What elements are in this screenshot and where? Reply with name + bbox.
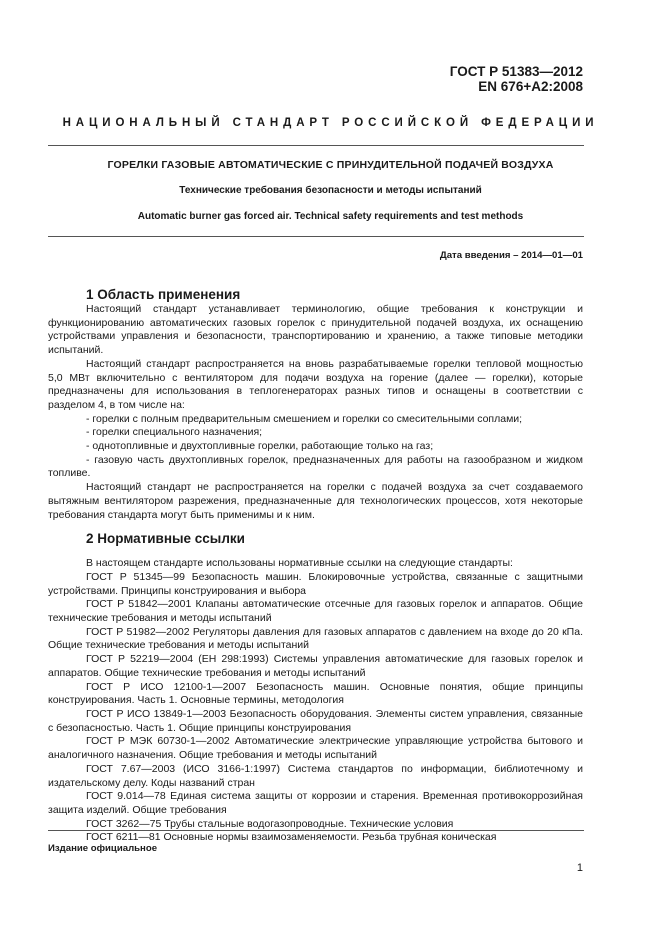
normative-reference: ГОСТ Р 51982—2002 Регуляторы давления для газовых аппаратов с давлением на входе до 20 кПа. Общие технические требования и методы испытаний xyxy=(48,625,583,652)
section-1-list-item: - газовую часть двухтопливных горелок, предназначенных для работы на газообразном и жидком топливе. xyxy=(48,453,583,480)
introduction-date: Дата введения – 2014—01—01 xyxy=(439,250,583,261)
normative-reference: ГОСТ Р 51345—99 Безопасность машин. Блокировочные устройства, связанные с защитными устройствами. Принципы конструирования и выбора xyxy=(48,570,583,597)
title-divider xyxy=(48,236,584,237)
section-1-list-item: - горелки с полным предварительным смешением и горелки со смесительными соплами; xyxy=(86,412,523,425)
official-edition-note: Издание официальное xyxy=(48,843,158,854)
section-1-paragraph: Настоящий стандарт не распространяется на горелки с подачей воздуха за счет создаваемого вытяжным вентилятором разрежения, предназначенные для технологических процессов, хотя некоторые требования стандарта могут быть применимы и к ним. xyxy=(48,481,583,521)
normative-reference: ГОСТ Р 51842—2001 Клапаны автоматические отсечные для газовых горелок и аппаратов. Общие технические требования и методы испытаний xyxy=(48,598,583,625)
section-1-heading: 1 Область применения xyxy=(86,287,241,302)
en-code: EN 676+A2:2008 xyxy=(478,79,583,94)
footer-divider xyxy=(48,830,584,831)
document-subtitle-ru: Технические требования безопасности и методы испытаний xyxy=(179,185,482,196)
section-1-paragraph: Настоящий стандарт распространяется на вновь разрабатываемые горелки тепловой мощностью 5,0 МВт включительно с вентилятором для подачи воздуха на горение (далее — горелки), которые предназначены для использования в теплогенераторах разных типов и оснащены в соответствии с разделом 4, в том числе на: xyxy=(48,357,583,411)
document-body xyxy=(48,287,583,845)
normative-reference: ГОСТ Р 52219—2004 (ЕН 298:1993) Системы управления автоматические для газовых горелок и аппаратов. Общие технические требования и методы испытаний xyxy=(48,653,583,679)
standard-code-block xyxy=(450,64,583,94)
section-2-paragraph: В настоящем стандарте использованы нормативные ссылки на следующие стандарты: xyxy=(86,557,513,570)
normative-reference: ГОСТ 7.67—2003 (ИСО 3166-1:1997) Система стандартов по информации, библиотечному и издательскому делу. Коды названий стран xyxy=(48,762,583,789)
section-1-list-item: - однотопливные и двухтопливные горелки, работающие только на газ; xyxy=(86,440,434,453)
section-2-heading: 2 Нормативные ссылки xyxy=(86,531,245,547)
top-divider xyxy=(48,145,584,146)
normative-reference: ГОСТ 6211—81 Основные нормы взаимозаменяемости. Резьба трубная коническая xyxy=(86,831,497,844)
section-1-paragraph: Настоящий стандарт устанавливает терминологию, общие требования к конструкции и функционированию автоматических газовых горелок с принудительной подачей воздуха, их оснащению устройствами управления и безопасности, транспортированию и хранению, а также типовые методики испытаний. xyxy=(48,303,583,357)
gost-code: ГОСТ Р 51383—2012 xyxy=(449,64,583,79)
normative-reference: ГОСТ Р МЭК 60730-1—2002 Автоматические электрические управляющие устройства бытового и аналогичного назначения. Общие требования и методы испытаний xyxy=(48,735,583,762)
normative-reference: ГОСТ 3262—75 Трубы стальные водогазопроводные. Технические условия xyxy=(86,817,454,830)
normative-reference: ГОСТ 9.014—78 Единая система защиты от коррозии и старения. Временная противокоррозийная защита изделий. Общие требования xyxy=(48,790,583,816)
normative-reference: ГОСТ Р ИСО 13849-1—2003 Безопасность оборудования. Элементы систем управления, связанные с безопасностью. Часть 1. Общие принципы конструирования xyxy=(48,707,583,734)
normative-reference: ГОСТ Р ИСО 12100-1—2007 Безопасность машин. Основные понятия, общие принципы конструирования. Часть 1. Основные термины, методология xyxy=(48,680,583,707)
document-title-ru: ГОРЕЛКИ ГАЗОВЫЕ АВТОМАТИЧЕСКИЕ С ПРИНУДИТЕЛЬНОЙ ПОДАЧЕЙ ВОЗДУХА xyxy=(107,159,554,171)
national-standard-banner: НАЦИОНАЛЬНЫЙ СТАНДАРТ РОССИЙСКОЙ ФЕДЕРАЦИИ xyxy=(62,117,599,129)
document-title-en: Automatic burner gas forced air. Technical safety requirements and test methods xyxy=(137,211,524,222)
section-1-list-item: - горелки специального назначения; xyxy=(86,426,263,439)
page-number: 1 xyxy=(576,862,583,874)
